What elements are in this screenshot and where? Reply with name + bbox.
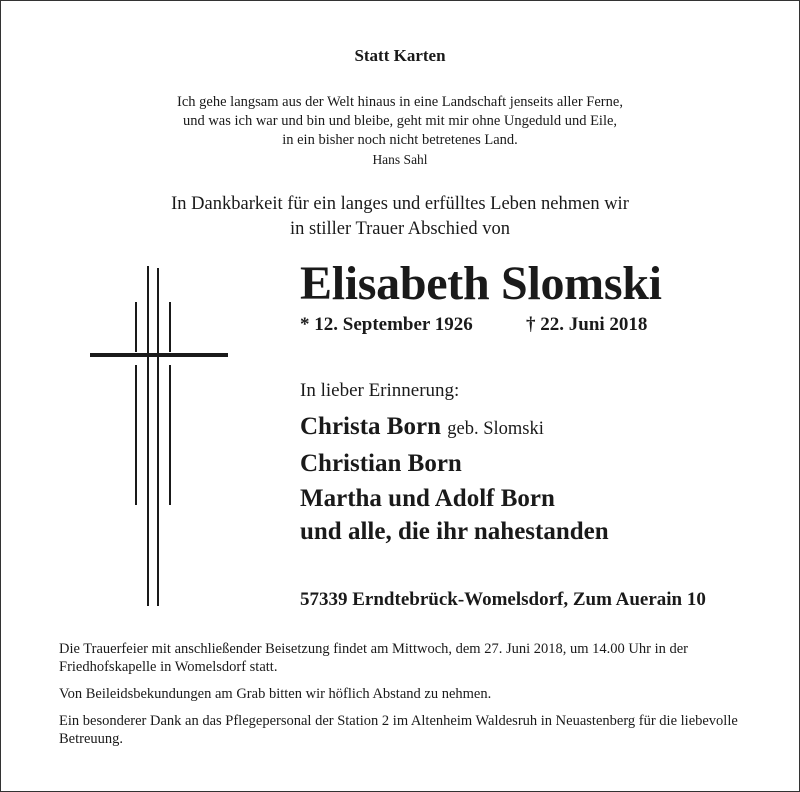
intro-text [0,192,800,242]
intro-line: In Dankbarkeit für ein langes und erfülltes Leben nehmen wir [171,194,629,214]
header-title: Statt Karten [354,46,446,65]
mourner-name: Christa Born [300,413,441,440]
mourner-name: Christian Born [300,450,462,477]
mourner-note: geb. Slomski [447,419,544,439]
mourner-entry [300,413,544,441]
mourner-name: Martha und Adolf Born [300,485,555,512]
poem-line: Ich gehe langsam aus der Welt hinaus in eine Landschaft jenseits aller Ferne, [177,94,623,110]
memory-heading: In lieber Erinnerung: [300,380,460,401]
poem-line: und was ich war und bin und bleibe, geht mit mir ohne Ungeduld und Eile, [182,113,618,129]
cross-icon [88,262,230,612]
thanks-note: Ein besonderer Dank an das Pflegepersonal der Station 2 im Altenheim Waldesruh in Neuastenberg für die liebevolle Betreuung. [59,713,738,747]
poem-author: Hans Sahl [372,152,428,167]
mourner-entry [300,518,609,546]
mourner-name: und alle, die ihr nahestanden [300,518,609,545]
address: 57339 Erndtebrück-Womelsdorf, Zum Auerain 10 [300,589,706,610]
intro-line: in stiller Trauer Abschied von [290,219,510,239]
condolence-note: Von Beileidsbekundungen am Grab bitten wir höflich Abstand zu nehmen. [59,686,492,702]
death-date: † 22. Juni 2018 [526,314,648,335]
birth-date: * 12. September 1926 [300,314,473,335]
mourner-entry [300,485,555,513]
funeral-note: Die Trauerfeier mit anschließender Beisetzung findet am Mittwoch, dem 27. Juni 2018, um 14.00 Uhr in der Friedhofskapelle in Womelsdorf statt. [59,641,689,675]
deceased-name: Elisabeth Slomski [300,257,662,310]
mourner-entry [300,450,462,478]
poem-line: in ein bisher noch nicht betretenes Land. [282,132,518,148]
